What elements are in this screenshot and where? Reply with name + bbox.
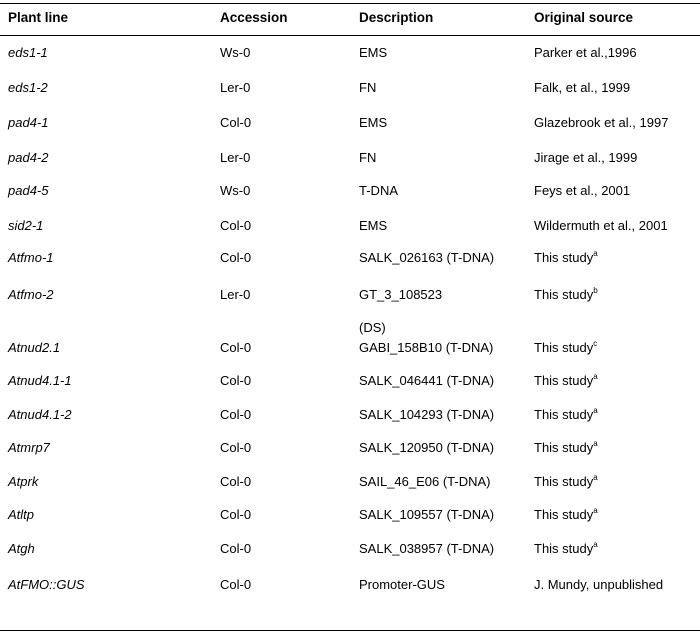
- cell-description: SALK_026163 (T-DNA): [359, 250, 495, 265]
- cell-original-source: [534, 80, 630, 96]
- cell-plant-line: pad4-1: [8, 115, 49, 130]
- cell-description: SALK_046441 (T-DNA): [359, 373, 495, 388]
- cell-plant-line: Atfmo-2: [8, 287, 54, 302]
- cell-accession: Ler-0: [220, 80, 251, 95]
- source-footnote-mark: c: [593, 339, 598, 348]
- cell-original-source: [534, 440, 598, 456]
- cell-plant-line: Atnud2.1: [8, 340, 61, 355]
- cell-description: EMS: [359, 218, 388, 233]
- cell-plant-line: Atnud4.1-2: [8, 407, 72, 422]
- cell-original-source: [534, 150, 637, 166]
- cell-accession: Col-0: [220, 474, 252, 489]
- cell-original-source: [534, 45, 637, 61]
- cell-original-source: [534, 340, 597, 356]
- cell-plant-line: pad4-2: [8, 150, 49, 165]
- cell-plant-line: eds1-1: [8, 45, 48, 60]
- cell-original-source: [534, 373, 598, 389]
- cell-description: SALK_104293 (T-DNA): [359, 407, 495, 422]
- source-text: Wildermuth et al., 2001: [534, 218, 668, 233]
- cell-plant-line: eds1-2: [8, 80, 48, 95]
- cell-plant-line: Atmrp7: [8, 440, 50, 455]
- cell-description: FN: [359, 150, 377, 165]
- cell-accession: Col-0: [220, 577, 252, 592]
- source-text: J. Mundy, unpublished: [534, 577, 664, 592]
- cell-original-source: [534, 577, 663, 593]
- cell-original-source: [534, 507, 598, 523]
- cell-accession: Col-0: [220, 218, 252, 233]
- source-text: This study: [534, 407, 594, 422]
- table-bottom-rule: [0, 630, 700, 631]
- cell-accession: Col-0: [220, 115, 252, 130]
- cell-description: EMS: [359, 45, 388, 60]
- header-original-source: Original source: [534, 10, 634, 25]
- cell-description: FN: [359, 80, 377, 95]
- cell-plant-line: sid2-1: [8, 218, 44, 233]
- cell-plant-line: pad4-5: [8, 183, 49, 198]
- cell-description: GT_3_108523: [359, 287, 443, 302]
- source-footnote-mark: a: [593, 473, 598, 482]
- cell-description: SALK_109557 (T-DNA): [359, 507, 495, 522]
- cell-description: Promoter-GUS: [359, 577, 445, 592]
- cell-original-source: [534, 474, 598, 490]
- cell-original-source: [534, 287, 598, 303]
- source-text: Parker et al.,1996: [534, 45, 637, 60]
- header-accession: Accession: [220, 10, 288, 25]
- header-description: Description: [359, 10, 434, 25]
- cell-description: SALK_038957 (T-DNA): [359, 541, 495, 556]
- cell-description-cont: (DS): [359, 320, 386, 335]
- source-footnote-mark: a: [593, 372, 598, 381]
- table-top-rule: [0, 3, 700, 4]
- source-text: This study: [534, 373, 594, 388]
- cell-accession: Ler-0: [220, 287, 251, 302]
- cell-original-source: [534, 250, 598, 266]
- cell-description: T-DNA: [359, 183, 398, 198]
- cell-accession: Col-0: [220, 541, 252, 556]
- source-text: Feys et al., 2001: [534, 183, 631, 198]
- source-text: This study: [534, 474, 594, 489]
- cell-description: SALK_120950 (T-DNA): [359, 440, 495, 455]
- cell-original-source: [534, 183, 630, 199]
- source-text: This study: [534, 507, 594, 522]
- cell-accession: Ws-0: [220, 45, 251, 60]
- cell-plant-line: Atgh: [8, 541, 35, 556]
- cell-accession: Ws-0: [220, 183, 251, 198]
- source-text: Falk, et al., 1999: [534, 80, 631, 95]
- source-text: This study: [534, 287, 594, 302]
- cell-original-source: [534, 115, 668, 131]
- source-text: This study: [534, 541, 594, 556]
- cell-plant-line: Atprk: [8, 474, 39, 489]
- table-header-rule: [0, 35, 700, 36]
- cell-plant-line: Atnud4.1-1: [8, 373, 72, 388]
- cell-accession: Col-0: [220, 340, 252, 355]
- source-text: This study: [534, 340, 594, 355]
- source-text: Glazebrook et al., 1997: [534, 115, 669, 130]
- source-footnote-mark: a: [593, 506, 598, 515]
- source-text: Jirage et al., 1999: [534, 150, 638, 165]
- cell-original-source: [534, 218, 668, 234]
- source-text: This study: [534, 440, 594, 455]
- source-footnote-mark: b: [593, 286, 598, 295]
- header-plant-line: Plant line: [8, 10, 69, 25]
- source-footnote-mark: a: [593, 406, 598, 415]
- cell-plant-line: Atltp: [8, 507, 35, 522]
- cell-description: EMS: [359, 115, 388, 130]
- cell-plant-line: Atfmo-1: [8, 250, 54, 265]
- cell-original-source: [534, 407, 598, 423]
- cell-accession: Col-0: [220, 373, 252, 388]
- cell-description: SAIL_46_E06 (T-DNA): [359, 474, 491, 489]
- cell-description: GABI_158B10 (T-DNA): [359, 340, 494, 355]
- cell-accession: Col-0: [220, 407, 252, 422]
- source-footnote-mark: a: [593, 540, 598, 549]
- source-footnote-mark: a: [593, 249, 598, 258]
- cell-accession: Ler-0: [220, 150, 251, 165]
- cell-accession: Col-0: [220, 250, 252, 265]
- source-footnote-mark: a: [593, 439, 598, 448]
- cell-plant-line: AtFMO::GUS: [8, 577, 85, 592]
- cell-original-source: [534, 541, 598, 557]
- source-text: This study: [534, 250, 594, 265]
- cell-accession: Col-0: [220, 507, 252, 522]
- cell-accession: Col-0: [220, 440, 252, 455]
